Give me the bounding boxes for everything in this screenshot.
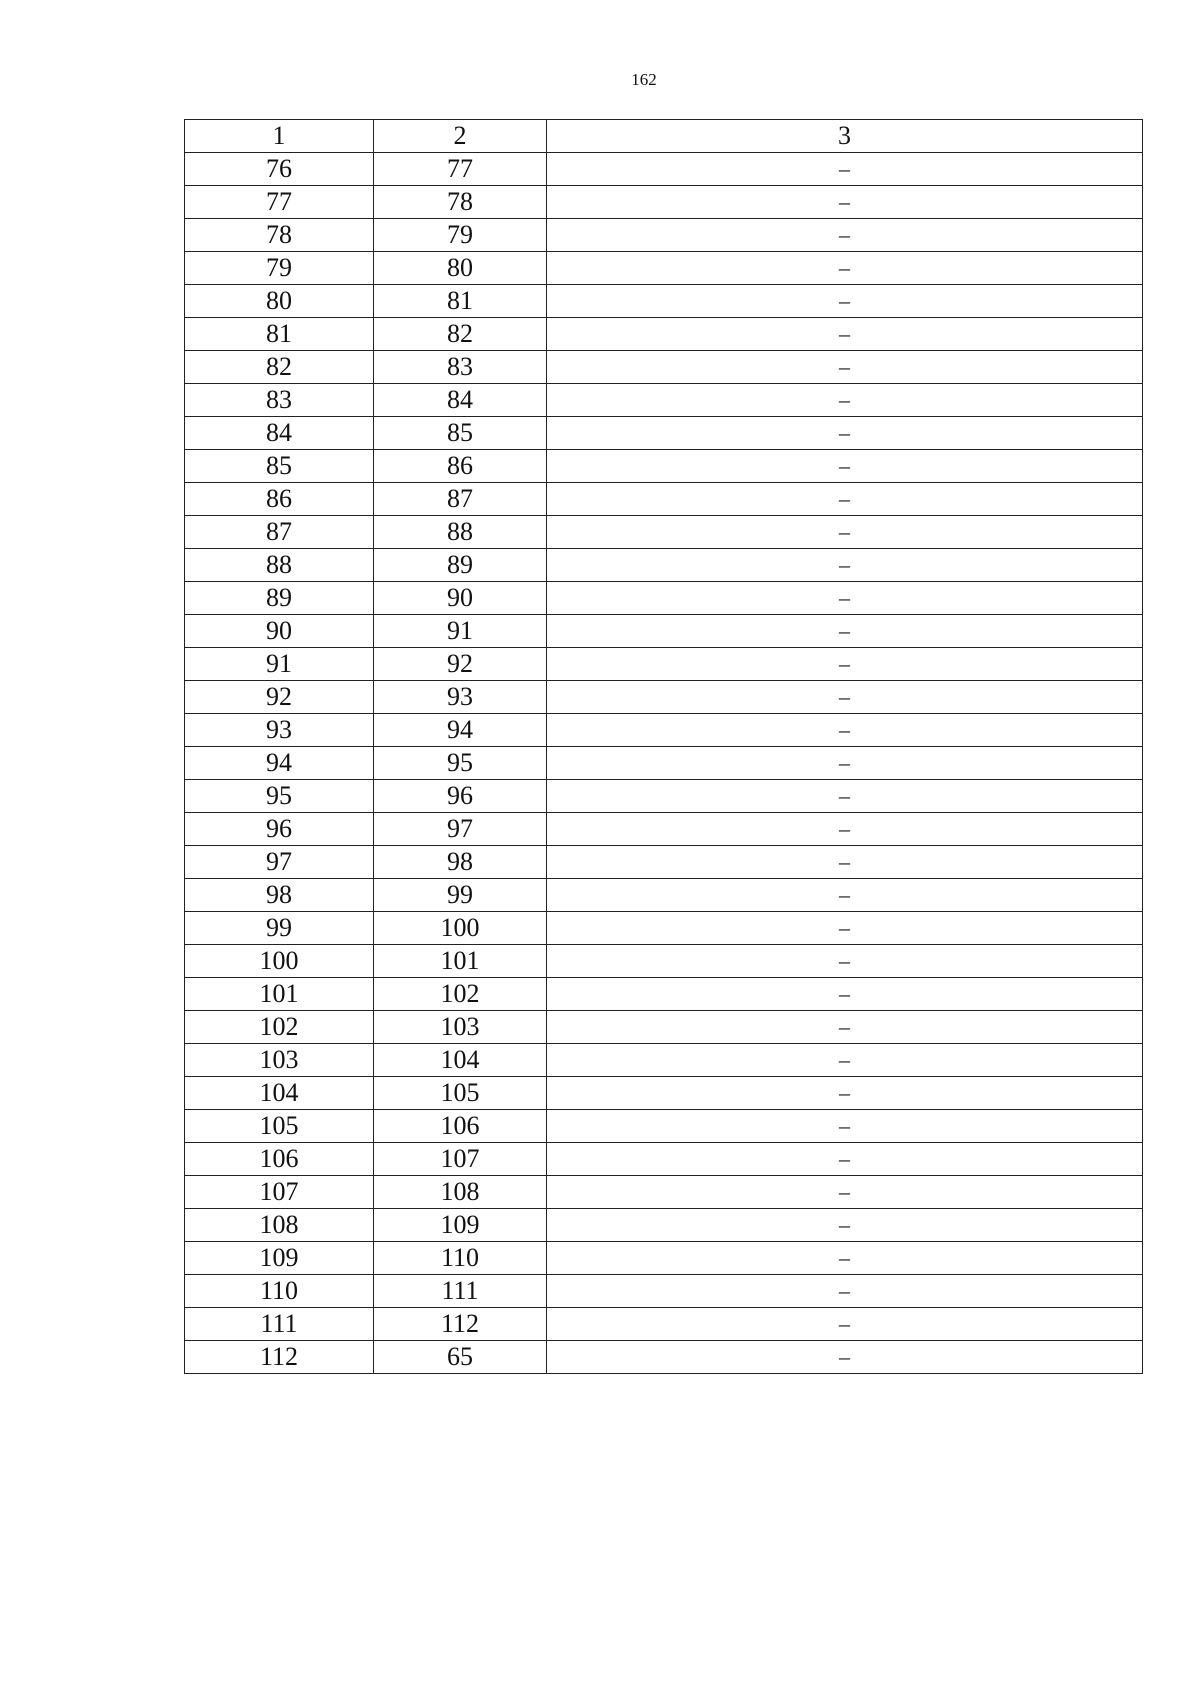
table-cell-col-3: –	[547, 582, 1143, 615]
table-cell-col-1: 97	[185, 846, 374, 879]
table-cell-col-1: 96	[185, 813, 374, 846]
table-cell-col-1: 108	[185, 1209, 374, 1242]
table-body	[185, 153, 1143, 1374]
table-cell-col-3: –	[547, 780, 1143, 813]
table-cell-col-3: –	[547, 1044, 1143, 1077]
table-cell-col-3: –	[547, 285, 1143, 318]
table-cell-col-1: 112	[185, 1341, 374, 1374]
table-cell-col-2: 109	[374, 1209, 547, 1242]
table-row	[185, 945, 1143, 978]
table-cell-col-3: –	[547, 1110, 1143, 1143]
data-table	[184, 119, 1143, 1374]
table-cell-col-2: 111	[374, 1275, 547, 1308]
table-cell-col-2: 87	[374, 483, 547, 516]
table-cell-col-1: 81	[185, 318, 374, 351]
table-cell-col-3: –	[547, 1242, 1143, 1275]
table-cell-col-3: –	[547, 252, 1143, 285]
table-cell-col-3: –	[547, 1143, 1143, 1176]
table-row	[185, 417, 1143, 450]
table-cell-col-1: 109	[185, 1242, 374, 1275]
table-row	[185, 747, 1143, 780]
table-row	[185, 1275, 1143, 1308]
table-row	[185, 1110, 1143, 1143]
table-cell-col-1: 79	[185, 252, 374, 285]
column-header-2: 2	[374, 120, 547, 153]
table-cell-col-3: –	[547, 912, 1143, 945]
table-cell-col-3: –	[547, 1308, 1143, 1341]
table-cell-col-2: 85	[374, 417, 547, 450]
table-cell-col-1: 99	[185, 912, 374, 945]
table-cell-col-3: –	[547, 1011, 1143, 1044]
table-row	[185, 714, 1143, 747]
table-row	[185, 615, 1143, 648]
table-row	[185, 450, 1143, 483]
table-cell-col-1: 82	[185, 351, 374, 384]
table-cell-col-1: 98	[185, 879, 374, 912]
table-cell-col-3: –	[547, 450, 1143, 483]
table-cell-col-1: 100	[185, 945, 374, 978]
table-cell-col-2: 90	[374, 582, 547, 615]
column-header-3: 3	[547, 120, 1143, 153]
table-cell-col-1: 92	[185, 681, 374, 714]
table-cell-col-3: –	[547, 516, 1143, 549]
table-cell-col-3: –	[547, 483, 1143, 516]
table-row	[185, 186, 1143, 219]
table-row	[185, 285, 1143, 318]
table-cell-col-1: 84	[185, 417, 374, 450]
table-cell-col-2: 106	[374, 1110, 547, 1143]
table-cell-col-1: 111	[185, 1308, 374, 1341]
table-cell-col-2: 104	[374, 1044, 547, 1077]
table-cell-col-2: 92	[374, 648, 547, 681]
table-cell-col-1: 101	[185, 978, 374, 1011]
table-cell-col-3: –	[547, 417, 1143, 450]
table-row	[185, 1242, 1143, 1275]
table-cell-col-3: –	[547, 1176, 1143, 1209]
table-cell-col-1: 88	[185, 549, 374, 582]
table-cell-col-2: 96	[374, 780, 547, 813]
table-cell-col-1: 95	[185, 780, 374, 813]
table-cell-col-1: 106	[185, 1143, 374, 1176]
table-cell-col-2: 77	[374, 153, 547, 186]
table-cell-col-1: 78	[185, 219, 374, 252]
table-cell-col-3: –	[547, 879, 1143, 912]
table-cell-col-3: –	[547, 318, 1143, 351]
table-cell-col-3: –	[547, 615, 1143, 648]
table-cell-col-3: –	[547, 1341, 1143, 1374]
table-cell-col-3: –	[547, 747, 1143, 780]
table-cell-col-2: 86	[374, 450, 547, 483]
table-cell-col-1: 102	[185, 1011, 374, 1044]
table-cell-col-2: 103	[374, 1011, 547, 1044]
table-cell-col-2: 105	[374, 1077, 547, 1110]
table-row	[185, 846, 1143, 879]
table-cell-col-2: 79	[374, 219, 547, 252]
table-cell-col-2: 98	[374, 846, 547, 879]
table-cell-col-2: 81	[374, 285, 547, 318]
table-cell-col-1: 85	[185, 450, 374, 483]
table-row	[185, 813, 1143, 846]
table-cell-col-2: 99	[374, 879, 547, 912]
table-row	[185, 1341, 1143, 1374]
table-row	[185, 384, 1143, 417]
table-cell-col-2: 101	[374, 945, 547, 978]
table-row	[185, 1308, 1143, 1341]
table-cell-col-1: 83	[185, 384, 374, 417]
table-cell-col-1: 76	[185, 153, 374, 186]
table-cell-col-3: –	[547, 945, 1143, 978]
table-cell-col-1: 90	[185, 615, 374, 648]
table-cell-col-2: 84	[374, 384, 547, 417]
table-cell-col-3: –	[547, 384, 1143, 417]
table-cell-col-2: 88	[374, 516, 547, 549]
table-row	[185, 252, 1143, 285]
table-cell-col-1: 103	[185, 1044, 374, 1077]
table-row	[185, 483, 1143, 516]
table-row	[185, 1209, 1143, 1242]
table-row	[185, 780, 1143, 813]
table-cell-col-3: –	[547, 648, 1143, 681]
table-row	[185, 516, 1143, 549]
table-row	[185, 648, 1143, 681]
table-cell-col-1: 93	[185, 714, 374, 747]
table-cell-col-2: 89	[374, 549, 547, 582]
table-row	[185, 681, 1143, 714]
table-cell-col-2: 100	[374, 912, 547, 945]
table-row	[185, 1143, 1143, 1176]
table-cell-col-2: 80	[374, 252, 547, 285]
table-row	[185, 978, 1143, 1011]
table-cell-col-3: –	[547, 1275, 1143, 1308]
table-cell-col-1: 80	[185, 285, 374, 318]
table-cell-col-2: 108	[374, 1176, 547, 1209]
table-row	[185, 549, 1143, 582]
table-cell-col-2: 82	[374, 318, 547, 351]
table-cell-col-2: 97	[374, 813, 547, 846]
page-number: 162	[631, 70, 657, 89]
table-row	[185, 1044, 1143, 1077]
table-row	[185, 582, 1143, 615]
table-row	[185, 153, 1143, 186]
table-cell-col-2: 93	[374, 681, 547, 714]
table-cell-col-1: 89	[185, 582, 374, 615]
table-row	[185, 1011, 1143, 1044]
table-cell-col-3: –	[547, 186, 1143, 219]
table-cell-col-1: 105	[185, 1110, 374, 1143]
table-cell-col-2: 65	[374, 1341, 547, 1374]
table-cell-col-3: –	[547, 549, 1143, 582]
table-cell-col-1: 110	[185, 1275, 374, 1308]
table-cell-col-3: –	[547, 813, 1143, 846]
table-cell-col-3: –	[547, 714, 1143, 747]
table-cell-col-2: 94	[374, 714, 547, 747]
table-cell-col-3: –	[547, 846, 1143, 879]
table-cell-col-1: 104	[185, 1077, 374, 1110]
table-row	[185, 318, 1143, 351]
table-cell-col-3: –	[547, 1209, 1143, 1242]
table-row	[185, 1077, 1143, 1110]
table-cell-col-2: 107	[374, 1143, 547, 1176]
table-cell-col-2: 112	[374, 1308, 547, 1341]
table-row	[185, 912, 1143, 945]
table-row	[185, 351, 1143, 384]
table-cell-col-2: 83	[374, 351, 547, 384]
column-header-1: 1	[185, 120, 374, 153]
table-cell-col-2: 110	[374, 1242, 547, 1275]
table-cell-col-1: 94	[185, 747, 374, 780]
table-cell-col-2: 95	[374, 747, 547, 780]
table-header-row	[185, 120, 1143, 153]
table-row	[185, 1176, 1143, 1209]
table-cell-col-2: 91	[374, 615, 547, 648]
table-cell-col-3: –	[547, 978, 1143, 1011]
table-cell-col-1: 91	[185, 648, 374, 681]
table-cell-col-3: –	[547, 219, 1143, 252]
table-cell-col-1: 87	[185, 516, 374, 549]
table-cell-col-1: 77	[185, 186, 374, 219]
table-row	[185, 219, 1143, 252]
table-cell-col-2: 78	[374, 186, 547, 219]
table-cell-col-1: 107	[185, 1176, 374, 1209]
table-row	[185, 879, 1143, 912]
table-cell-col-3: –	[547, 681, 1143, 714]
table-cell-col-3: –	[547, 351, 1143, 384]
table-cell-col-3: –	[547, 1077, 1143, 1110]
table-cell-col-2: 102	[374, 978, 547, 1011]
table-cell-col-3: –	[547, 153, 1143, 186]
table-cell-col-1: 86	[185, 483, 374, 516]
